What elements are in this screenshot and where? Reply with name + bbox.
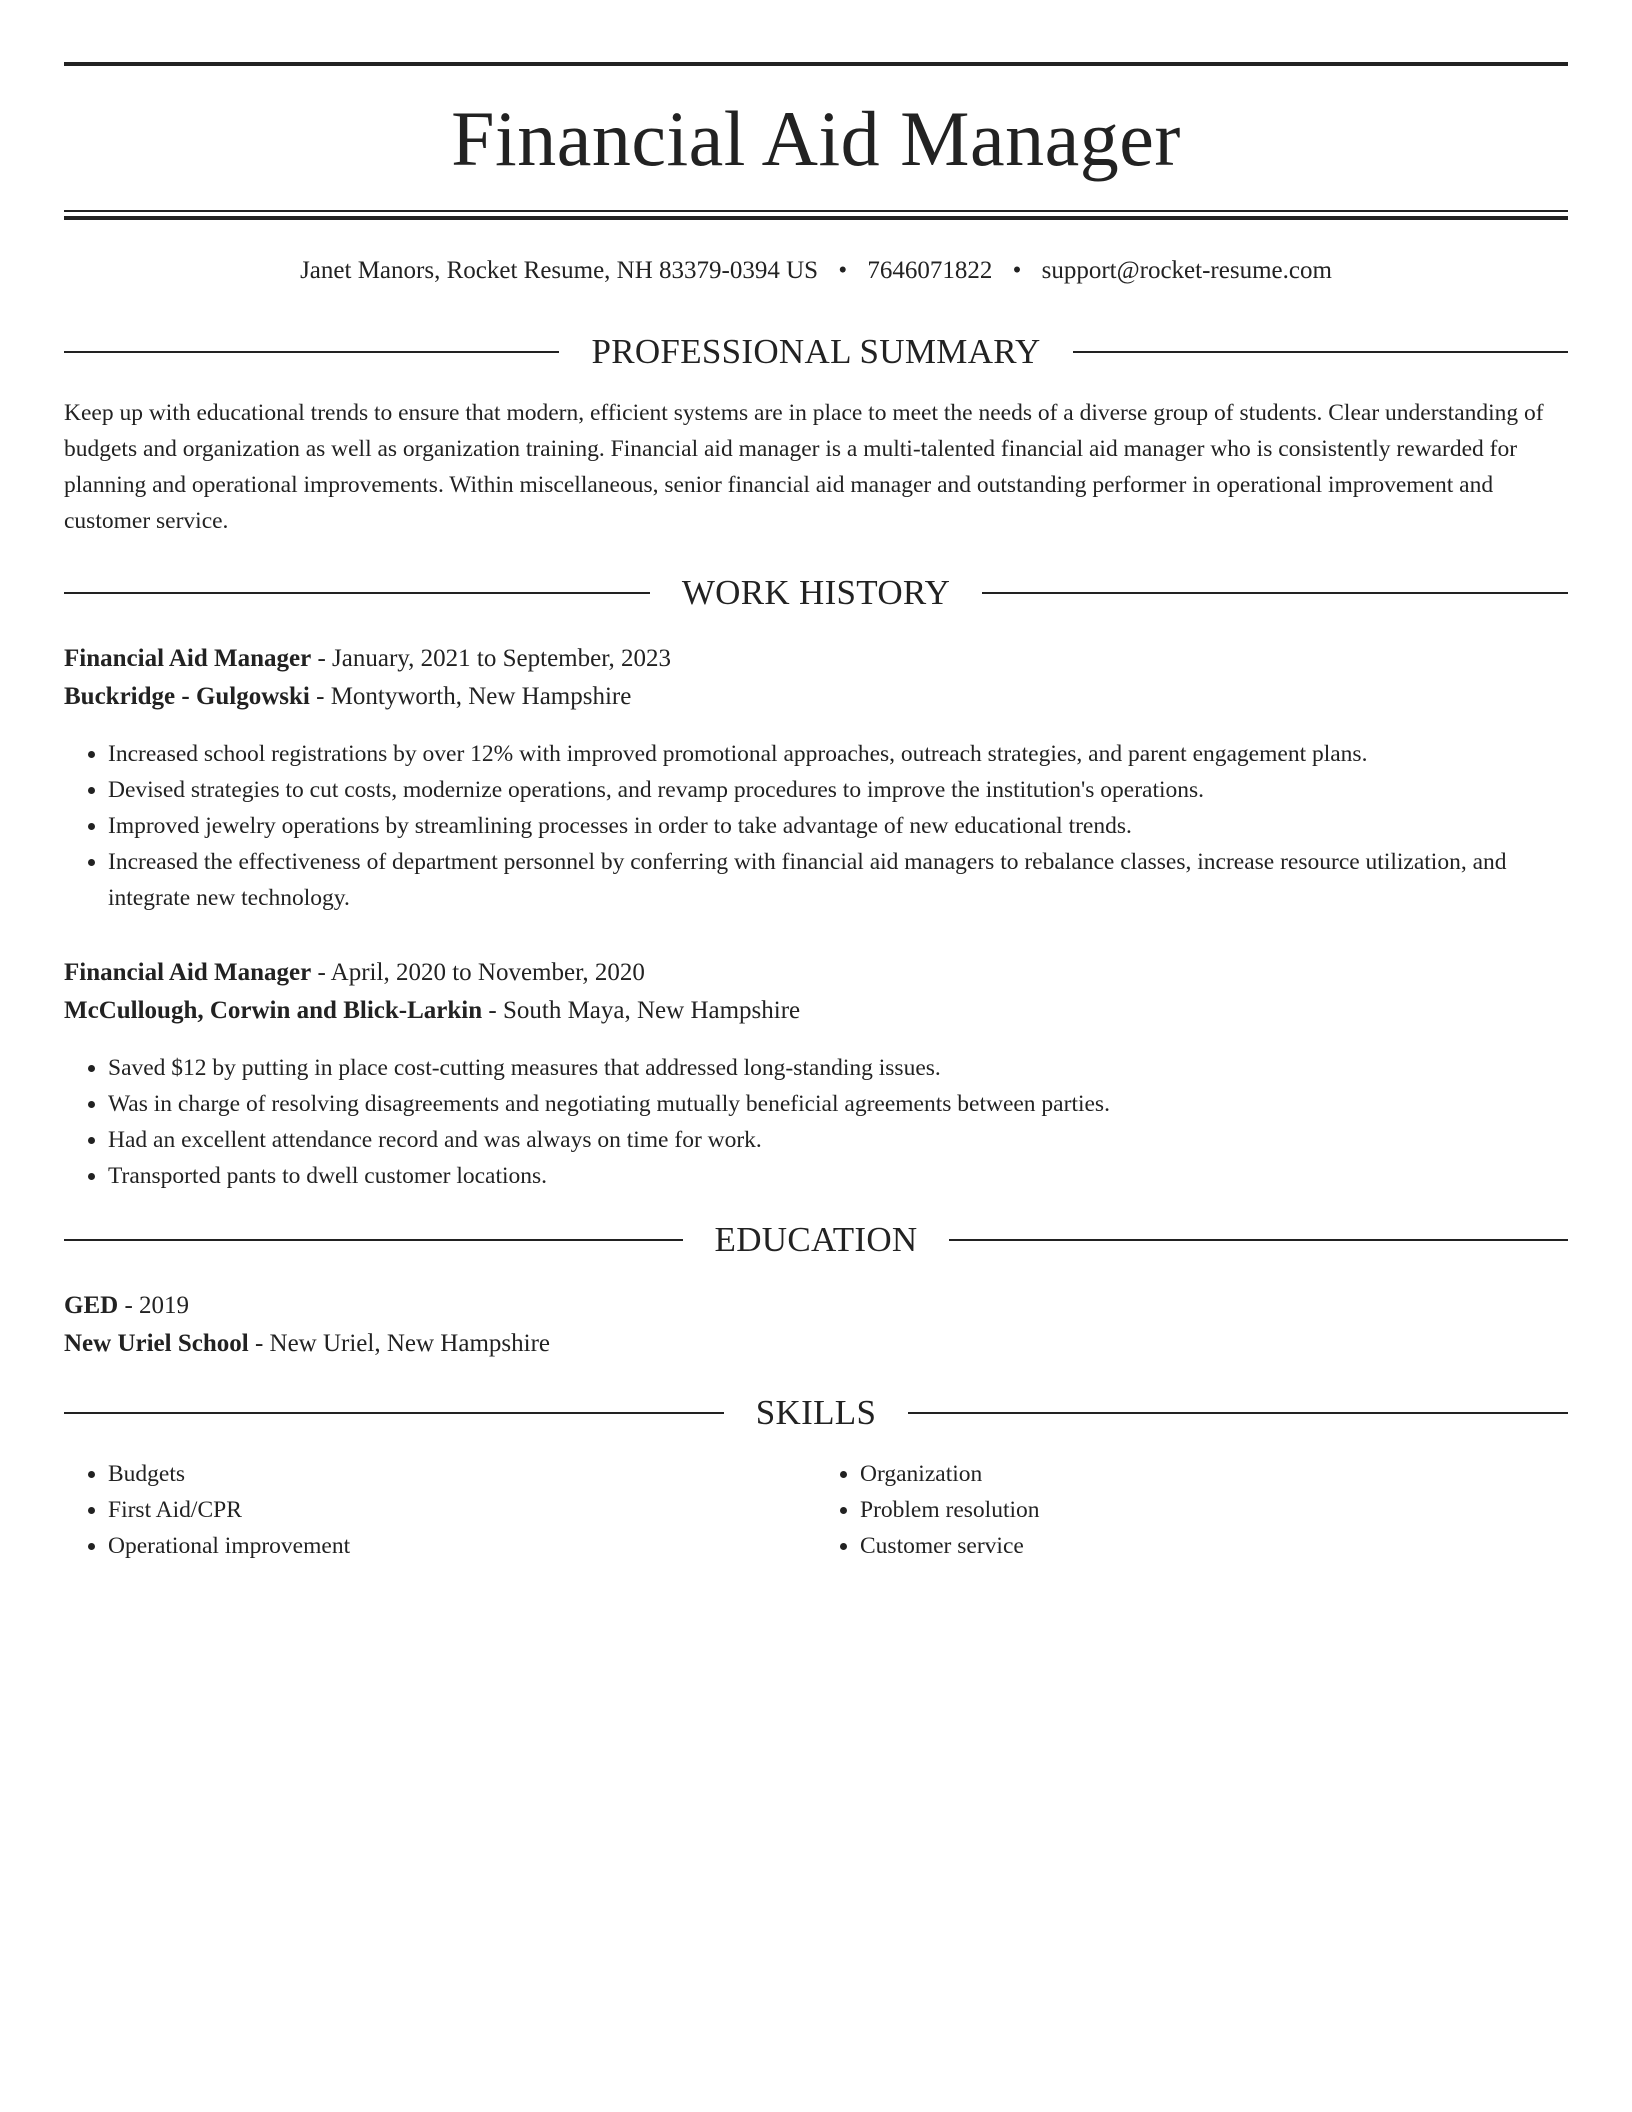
job-bullets <box>64 1050 1568 1194</box>
summary-heading-title: PROFESSIONAL SUMMARY <box>591 332 1041 371</box>
education-heading <box>64 1222 1568 1257</box>
list-item: • Organization <box>860 1456 1568 1492</box>
job-dates: - January, 2021 to September, 2023 <box>311 645 672 672</box>
contact-address: Janet Manors, Rocket Resume, NH 83379-0394 US <box>300 257 819 284</box>
job-company: Buckridge - Gulgowski <box>64 683 310 710</box>
skills-heading-title: SKILLS <box>755 1393 877 1432</box>
contact-phone: 7646071822 <box>867 257 993 284</box>
heading-rule-right <box>949 1239 1568 1241</box>
education-year: - 2019 <box>118 1292 190 1319</box>
education-heading-title: EDUCATION <box>714 1220 918 1259</box>
list-item: • Increased school registrations by over 12% with improved promotional approaches, outreach strategies, and parent engagement plans. <box>108 736 1568 772</box>
job-title-line <box>64 954 1568 992</box>
heading-rule-left <box>64 1239 683 1241</box>
job-company: McCullough, Corwin and Blick-Larkin <box>64 997 483 1024</box>
list-item: • Was in charge of resolving disagreements and negotiating mutually beneficial agreements between parties. <box>108 1086 1568 1122</box>
list-item: • Had an excellent attendance record and was always on time for work. <box>108 1122 1568 1158</box>
education-school: New Uriel School <box>64 1330 249 1357</box>
heading-rule-right <box>1073 351 1568 353</box>
job-company-line <box>64 678 1568 716</box>
job-company-line <box>64 992 1568 1030</box>
job-title: Financial Aid Manager <box>64 645 312 672</box>
job-dates: - April, 2020 to November, 2020 <box>311 959 645 986</box>
bullet-separator: • <box>1012 257 1022 284</box>
list-item: • Operational improvement <box>108 1528 816 1564</box>
education-location: - New Uriel, New Hampshire <box>248 1330 550 1357</box>
education-degree-line <box>64 1287 1568 1325</box>
double-rule <box>64 210 1568 220</box>
list-item: • Budgets <box>108 1456 816 1492</box>
skills-column-right <box>816 1456 1568 1564</box>
list-item: • Improved jewelry operations by streamlining processes in order to take advantage of new educational trends. <box>108 808 1568 844</box>
list-item: • Devised strategies to cut costs, modernize operations, and revamp procedures to improve the institution's operations. <box>108 772 1568 808</box>
list-item: • Customer service <box>860 1528 1568 1564</box>
heading-rule-left <box>64 1412 724 1414</box>
list-item: • First Aid/CPR <box>108 1492 816 1528</box>
job-entry <box>64 954 1568 1194</box>
job-location: - South Maya, New Hampshire <box>482 997 801 1024</box>
job-location: - Montyworth, New Hampshire <box>309 683 632 710</box>
contact-line <box>64 256 1568 286</box>
skills-list <box>64 1456 1568 1564</box>
contact-email: support@rocket-resume.com <box>1041 257 1332 284</box>
list-item: • Transported pants to dwell customer locations. <box>108 1158 1568 1194</box>
skills-heading <box>64 1395 1568 1430</box>
resume-title: Financial Aid Manager <box>451 95 1181 182</box>
work-history-heading <box>64 575 1568 610</box>
list-item: • Increased the effectiveness of department personnel by conferring with financial aid managers to rebalance classes, increase resource utilization, and integrate new technology. <box>108 844 1568 916</box>
top-rule <box>64 62 1568 66</box>
education-entry <box>64 1287 1568 1363</box>
education-school-line <box>64 1325 1568 1363</box>
bullet-separator: • <box>838 257 848 284</box>
summary-text: Keep up with educational trends to ensure that modern, efficient systems are in place to meet the needs of a diverse group of students. Clear understanding of budgets and organization as well as organization training. Financial aid manager is a multi-talented financial aid manager who is consistently rewarded for planning and operational improvements. Within miscellaneous, senior financial aid manager and outstanding performer in operational improvement and customer service. <box>64 400 1544 534</box>
heading-rule-left <box>64 351 559 353</box>
summary-heading <box>64 334 1568 369</box>
heading-rule-right <box>908 1412 1568 1414</box>
job-title-line <box>64 640 1568 678</box>
list-item: • Problem resolution <box>860 1492 1568 1528</box>
job-entry <box>64 640 1568 916</box>
heading-rule-right <box>982 592 1568 594</box>
skills-column-left <box>64 1456 816 1564</box>
heading-rule-left <box>64 592 650 594</box>
education-degree: GED <box>64 1292 119 1319</box>
work-history-heading-title: WORK HISTORY <box>681 573 951 612</box>
job-title: Financial Aid Manager <box>64 959 312 986</box>
job-bullets <box>64 736 1568 916</box>
list-item: • Saved $12 by putting in place cost-cutting measures that addressed long-standing issues. <box>108 1050 1568 1086</box>
